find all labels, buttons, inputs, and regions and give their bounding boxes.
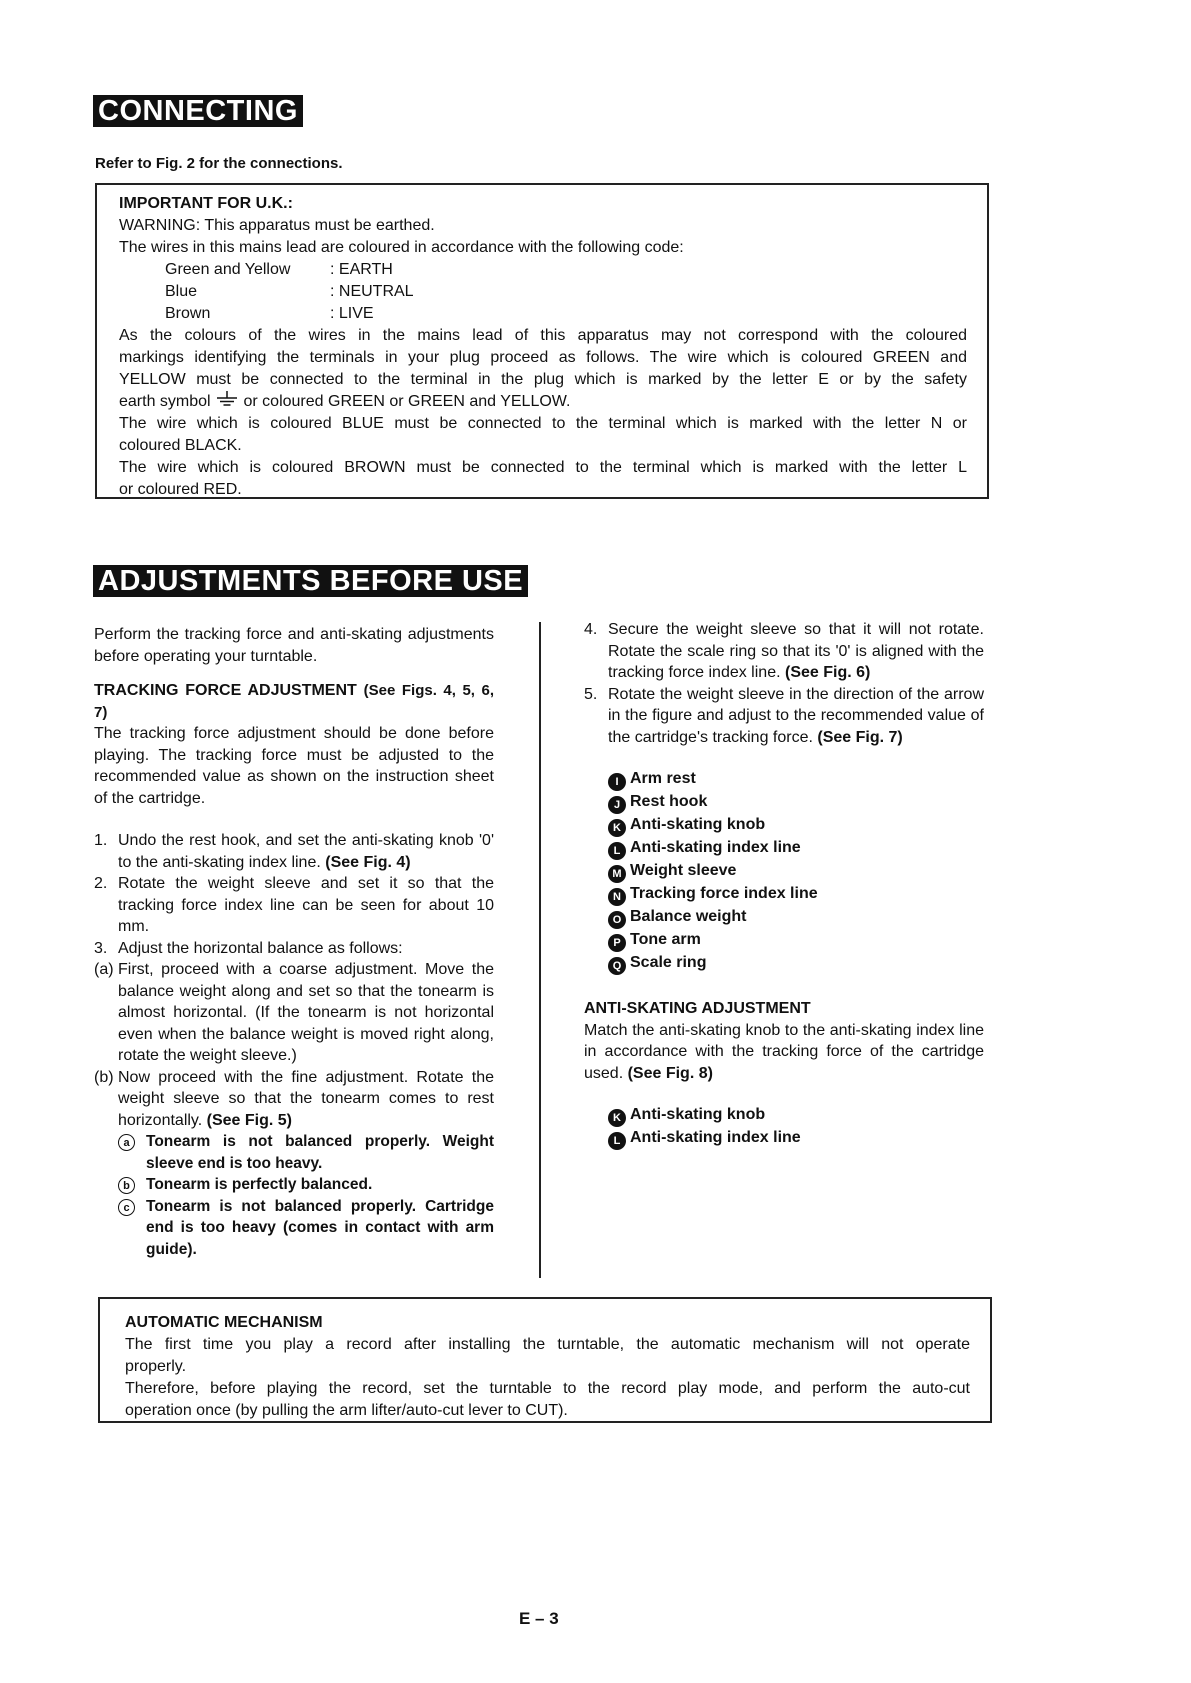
- uk-para3-line: The wire which is coloured BROWN must be connected to the terminal which is marked with the letter L: [119, 459, 967, 476]
- anti-skating-heading: ANTI-SKATING ADJUSTMENT: [584, 1000, 811, 1017]
- step-body: Undo the rest hook, and set the anti-skating knob '0' to the anti-skating index line.: [118, 832, 494, 871]
- legend-label: Arm rest: [630, 770, 696, 787]
- legend-label: Anti-skating knob: [630, 1106, 766, 1123]
- uk-para2-line: The wire which is coloured BLUE must be connected to the terminal which is marked with the letter N or: [119, 415, 967, 432]
- substep-number: (a): [94, 961, 114, 978]
- step-number: 1.: [94, 832, 108, 849]
- step-item: [94, 830, 494, 873]
- legend-item: [608, 1104, 984, 1127]
- automatic-line: Therefore, before playing the record, set the turntable to the record play mode, and perform the auto-cut: [125, 1380, 970, 1397]
- legend-label: Balance weight: [630, 908, 747, 925]
- legend-item: [608, 837, 984, 860]
- legend-label: Scale ring: [630, 954, 707, 971]
- balance-state-text: Tonearm is perfectly balanced.: [146, 1176, 373, 1193]
- step-number: 5.: [584, 685, 598, 703]
- wire-color: Blue: [165, 283, 198, 300]
- legend-label: Tracking force index line: [630, 885, 818, 902]
- marker-c-icon: c: [118, 1199, 135, 1216]
- uk-heading: IMPORTANT FOR U.K.:: [119, 195, 293, 212]
- substep-body: Now proceed with the fine adjustment. Rotate the weight sleeve so that the tonearm comes to rest horizontally.: [118, 1068, 494, 1129]
- substep-item: [94, 1067, 494, 1132]
- substep-number: (b): [94, 1068, 114, 1086]
- automatic-heading: AUTOMATIC MECHANISM: [125, 1314, 323, 1331]
- substep-item: [94, 959, 494, 1067]
- wire-color: Green and Yellow: [165, 261, 291, 278]
- step-ref: (See Fig. 6): [784, 664, 871, 681]
- legend-label: Anti-skating index line: [630, 839, 801, 856]
- wire-code-row: [119, 303, 967, 325]
- step-ref: (See Fig. 7): [817, 728, 903, 746]
- uk-warning: WARNING: This apparatus must be earthed.: [119, 217, 435, 234]
- adjust-intro: Perform the tracking force and anti-skating adjustments before operating your turntable.: [94, 626, 494, 665]
- step-number: 3.: [94, 939, 108, 957]
- step-ref: (See Fig. 4): [325, 853, 411, 871]
- legend-label: Tone arm: [630, 931, 701, 948]
- adjustments-title: ADJUSTMENTS BEFORE USE: [93, 565, 528, 597]
- automatic-line: properly.: [125, 1358, 187, 1375]
- balance-state-text: Tonearm is not balanced properly. Cartridge end is too heavy (comes in contact with arm guide).: [146, 1197, 494, 1258]
- step-text: [118, 830, 494, 873]
- tracking-heading: [94, 680, 494, 723]
- uk-para2-line: coloured BLACK.: [119, 437, 242, 454]
- wire-meaning: : NEUTRAL: [330, 283, 414, 300]
- left-column: [94, 624, 494, 1260]
- marker-b-icon: b: [118, 1177, 135, 1194]
- step-body: Rotate the weight sleeve in the direction of the arrow in the figure and adjust to the recommended value of the cartridge's tracking force.: [608, 685, 984, 746]
- substep-ref: (See Fig. 5): [206, 1111, 292, 1129]
- step-text: Adjust the horizontal balance as follows:: [118, 939, 403, 957]
- marker-p-icon: P: [608, 934, 626, 952]
- legend-item: [608, 929, 984, 952]
- marker-l-icon: L: [608, 842, 626, 860]
- marker-m-icon: M: [608, 865, 626, 883]
- legend-label: Weight sleeve: [630, 862, 737, 879]
- step-number: 4.: [584, 621, 598, 638]
- uk-para1-line: markings identifying the terminals in your plug proceed as follows. The wire which is coloured GREEN and: [119, 349, 967, 366]
- balance-state-list: [94, 1131, 494, 1260]
- substep-text: First, proceed with a coarse adjustment. Move the balance weight along and set so that the tonearm is almost horizontal. (If the tonearm is not horizontal even when the balance weight is moved right along, rotate the weight sleeve.): [118, 961, 494, 1064]
- substep-text: [118, 1067, 494, 1132]
- uk-warning-box: [95, 183, 989, 499]
- column-divider: [539, 622, 541, 1278]
- automatic-line: The first time you play a record after installing the turntable, the automatic mechanism will not operate: [125, 1336, 970, 1353]
- balance-state-text: Tonearm is not balanced properly. Weight sleeve end is too heavy.: [146, 1133, 494, 1172]
- step-item: [94, 938, 494, 960]
- uk-para1-last: [119, 391, 967, 413]
- legend-item: [608, 860, 984, 883]
- balance-state-item: [118, 1131, 494, 1174]
- anti-skating-ref: (See Fig. 8): [627, 1064, 713, 1082]
- uk-para1-line: YELLOW must be connected to the terminal in the plug which is marked by the letter E or by the safety: [119, 371, 967, 388]
- automatic-line: operation once (by pulling the arm lifter/auto-cut lever to CUT).: [125, 1402, 568, 1419]
- step-item: [94, 873, 494, 938]
- marker-o-icon: O: [608, 911, 626, 929]
- automatic-mechanism-box: [98, 1297, 992, 1423]
- marker-q-icon: Q: [608, 957, 626, 975]
- wire-code-row: [119, 281, 967, 303]
- legend-item: [608, 768, 984, 791]
- legend-item: [608, 1127, 984, 1150]
- wire-meaning: : LIVE: [330, 305, 374, 322]
- earth-symbol-icon: [215, 391, 239, 405]
- page-number: E – 3: [519, 1609, 559, 1628]
- uk-para3-line: or coloured RED.: [119, 481, 242, 498]
- legend-label: Rest hook: [630, 793, 708, 810]
- step-text: [608, 684, 984, 749]
- marker-l-icon: L: [608, 1132, 626, 1150]
- legend-item: [608, 952, 984, 975]
- connecting-refer: Refer to Fig. 2 for the connections.: [95, 155, 343, 172]
- connecting-title: CONNECTING: [93, 95, 303, 127]
- uk-para1-last-b: or coloured GREEN or GREEN and YELLOW.: [243, 393, 571, 410]
- tracking-heading-ref: (See Figs. 4, 5, 6, 7): [94, 682, 495, 721]
- wire-meaning: : EARTH: [330, 261, 393, 278]
- wire-code-list: [119, 259, 967, 325]
- marker-k-icon: K: [608, 1109, 626, 1127]
- legend-item: [608, 883, 984, 906]
- balance-state-item: [118, 1174, 494, 1196]
- uk-intro: The wires in this mains lead are coloured in accordance with the following code:: [119, 239, 684, 256]
- tracking-para: The tracking force adjustment should be done before playing. The tracking force must be adjusted to the recommended value as shown on the instruction sheet of the cartridge.: [94, 725, 494, 807]
- parts-legend: [584, 768, 984, 975]
- marker-k-icon: K: [608, 819, 626, 837]
- step-text: Rotate the weight sleeve and set it so that the tracking force index line can be seen for about 10 mm.: [118, 875, 494, 935]
- step-number: 2.: [94, 875, 108, 892]
- marker-a-icon: a: [118, 1134, 135, 1151]
- anti-skating-legend: [584, 1104, 984, 1150]
- step-text: [608, 619, 984, 684]
- marker-j-icon: J: [608, 796, 626, 814]
- step-body: Secure the weight sleeve so that it will not rotate. Rotate the scale ring so that its '0' is aligned with the tracking force index line.: [608, 621, 984, 681]
- balance-state-item: [118, 1196, 494, 1261]
- wire-color: Brown: [165, 305, 211, 322]
- anti-skating-body: Match the anti-skating knob to the anti-skating index line in accordance with the tracking force of the cartridge used.: [584, 1021, 984, 1082]
- legend-label: Anti-skating knob: [630, 816, 766, 833]
- legend-item: [608, 814, 984, 837]
- step-item: [584, 619, 984, 684]
- legend-item: [608, 791, 984, 814]
- step-item: [584, 684, 984, 749]
- uk-para1-last-a: earth symbol: [119, 393, 211, 410]
- tracking-heading-main: TRACKING FORCE ADJUSTMENT: [94, 682, 357, 699]
- anti-skating-para: [584, 1020, 984, 1085]
- legend-label: Anti-skating index line: [630, 1129, 801, 1146]
- marker-n-icon: N: [608, 888, 626, 906]
- legend-item: [608, 906, 984, 929]
- step-list: [94, 830, 494, 1260]
- marker-i-icon: I: [608, 773, 626, 791]
- uk-para1-line: As the colours of the wires in the mains lead of this apparatus may not correspond with the coloured: [119, 327, 967, 344]
- right-column: [584, 619, 984, 1150]
- wire-code-row: [119, 259, 967, 281]
